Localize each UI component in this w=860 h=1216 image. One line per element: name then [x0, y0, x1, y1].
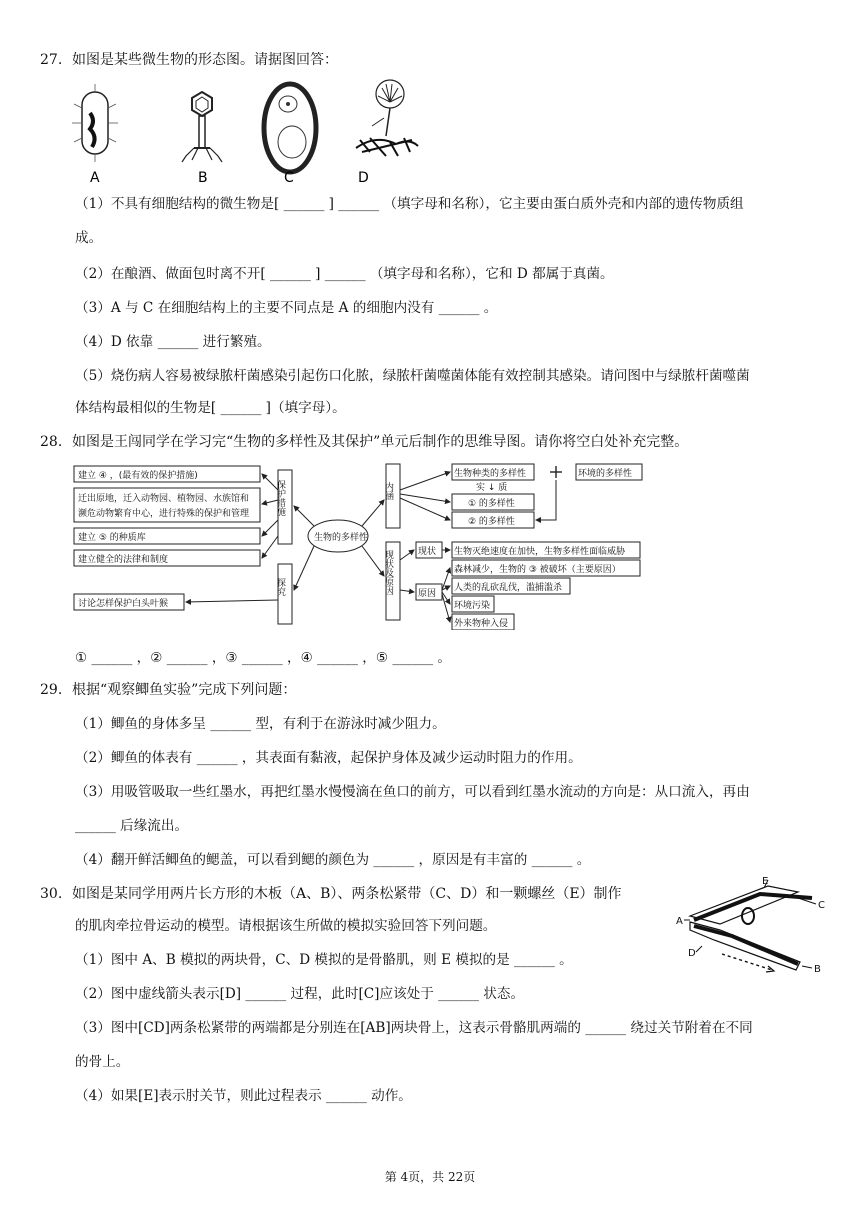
fig-label-c: C [818, 900, 825, 911]
q27-line-3: （2）在酿酒、做面包时离不开[ ______ ] ______ （填字母和名称），它和 D 都属于真菌。 [75, 266, 614, 282]
map-div-2: ② 的多样性 [468, 517, 515, 527]
q27-line-2: 成。 [75, 230, 103, 246]
map-cause-2: 人类的乱砍乱伐，滥捕滥杀 [454, 583, 563, 593]
map-cause-3: 环境污染 [454, 601, 491, 611]
map-explore-label: 探究 [275, 578, 285, 596]
q29-number: 29. [40, 682, 63, 698]
q27-stem-text: 如图是某些微生物的形态图。请据图回答： [72, 52, 338, 68]
q27-line-1: （1）不具有细胞结构的微生物是[ ______ ] ______ （填字母和名称），它主要由蛋白质外壳和内部的遗传物质组 [75, 196, 744, 212]
q29-line-2: （2）鲫鱼的体表有 ______ ，其表面有黏液，起保护身体及减少运动时阻力的作用。 [75, 750, 582, 766]
label-b: B [198, 170, 208, 186]
map-cause-4: 外来物种入侵 [454, 619, 509, 629]
fig-label-e: E [762, 876, 769, 887]
mold-icon [356, 80, 418, 156]
q29-line-3: （3）用吸管吸取一些红墨水，再把红墨水慢慢滴在鱼口的前方，可以看到红墨水流动的方向是：从口流入，再由 [75, 784, 750, 800]
q28-mind-map [70, 460, 650, 630]
q27-stem [40, 50, 338, 70]
map-protect-2a: 迁出原地，迁入动物园、植物园、水族馆和 [78, 494, 250, 504]
map-protect-2b: 濒危动物繁育中心，进行特殊的保护和管理 [78, 509, 250, 519]
map-essence: 实 ↓ 质 [476, 483, 508, 493]
fig-label-d: D [688, 948, 696, 959]
bacterium-icon [72, 84, 118, 162]
map-protect-1: 建立 ④ ，(最有效的保护措施) [78, 471, 198, 481]
q27-number: 27. [40, 52, 63, 68]
q30-line-1: （1）图中 A、B 模拟的两块骨，C、D 模拟的是骨骼肌，则 E 模拟的是 ______ 。 [75, 952, 573, 968]
yeast-icon [264, 84, 316, 172]
map-div-1: ① 的多样性 [468, 499, 515, 509]
q30-line-5: （4）如果[E]表示肘关节，则此过程表示 ______ 动作。 [75, 1088, 412, 1104]
q27-line-7: 体结构最相似的生物是[ ______ ]（填字母）。 [75, 400, 346, 416]
map-explore-box: 讨论怎样保护白头叶猴 [78, 599, 169, 609]
fig-label-a: A [676, 916, 683, 927]
q30-stem [40, 884, 622, 904]
q30-stem-text-2: 的肌肉牵拉骨运动的模型。请根据该生所做的模拟实验回答下列问题。 [75, 918, 497, 934]
q28-stem [40, 432, 688, 452]
q30-stem-text-1: 如图是某同学用两片长方形的木板（A、B）、两条松紧带（C、D）和一颗螺丝（E）制作 [72, 886, 622, 902]
q27-line-4: （3）A 与 C 在细胞结构上的主要不同点是 A 的细胞内没有 ______ 。 [75, 300, 498, 316]
q30-line-4: 的骨上。 [75, 1054, 130, 1070]
map-now: 现状 [418, 547, 437, 557]
q29-line-1: （1）鲫鱼的身体多呈 ______ 型，有利于在游泳时减少阻力。 [75, 716, 446, 732]
page-footer: 第 4页，共 22页 [384, 1170, 476, 1184]
map-cause-1: 森林减少，生物的 ③ 被破坏（主要原因） [454, 565, 621, 575]
q27-line-6: （5）烧伤病人容易被绿脓杆菌感染引起伤口化脓，绿脓杆菌噬菌体能有效控制其感染。请问图中与绿脓杆菌噬菌 [75, 368, 750, 384]
label-d: D [358, 170, 369, 186]
map-species: 生物种类的多样性 [454, 469, 527, 479]
map-now-box: 生物灭绝速度在加快，生物多样性面临威胁 [454, 547, 626, 557]
q29-stem [40, 680, 296, 700]
q30-number: 30. [40, 886, 63, 902]
q29-line-5: （4）翻开鲜活鲫鱼的鳃盖，可以看到鳃的颜色为 ______ ，原因是有丰富的 ______ 。 [75, 852, 591, 868]
q29-line-4: ______ 后缘流出。 [75, 818, 189, 834]
map-protect-3: 建立 ⑤ 的种质库 [78, 533, 146, 543]
label-a: A [90, 170, 100, 186]
map-protect-4: 建立健全的法律和制度 [78, 555, 169, 565]
map-cause: 原因 [418, 589, 437, 599]
map-center: 生物的多样性 [314, 533, 369, 543]
map-connotation-label: 内涵 [383, 482, 393, 500]
map-protect-label: 保护措施 [275, 480, 285, 516]
fig-label-b: B [814, 964, 821, 975]
phage-icon [182, 92, 222, 162]
q27-microbe-figure [70, 78, 430, 188]
label-c: C [284, 170, 294, 186]
q30-line-2: （2）图中虚线箭头表示[D] ______ 过程，此时[C]应该处于 ______ 状态。 [75, 986, 525, 1002]
q27-line-5: （4）D 依靠 ______ 进行繁殖。 [75, 334, 271, 350]
q30-line-3: （3）图中[CD]两条松紧带的两端都是分别连在[AB]两块骨上，这表示骨骼肌两端的 ______ 绕过关节附着在不同 [75, 1020, 753, 1036]
map-status-label: 现状及原因 [383, 550, 393, 595]
q28-answer-line: ① ______ ，② ______ ，③ ______ ，④ ______ ，⑤ ______ 。 [75, 650, 452, 666]
q29-stem-text: 根据“观察鲫鱼实验”完成下列问题： [72, 682, 297, 698]
q30-muscle-model-figure [672, 874, 832, 984]
q28-number: 28. [40, 434, 63, 450]
q28-stem-text: 如图是王闯同学在学习完“生物的多样性及其保护”单元后制作的思维导图。请你将空白处补充完整。 [72, 434, 689, 450]
map-env: 环境的多样性 [578, 469, 633, 479]
